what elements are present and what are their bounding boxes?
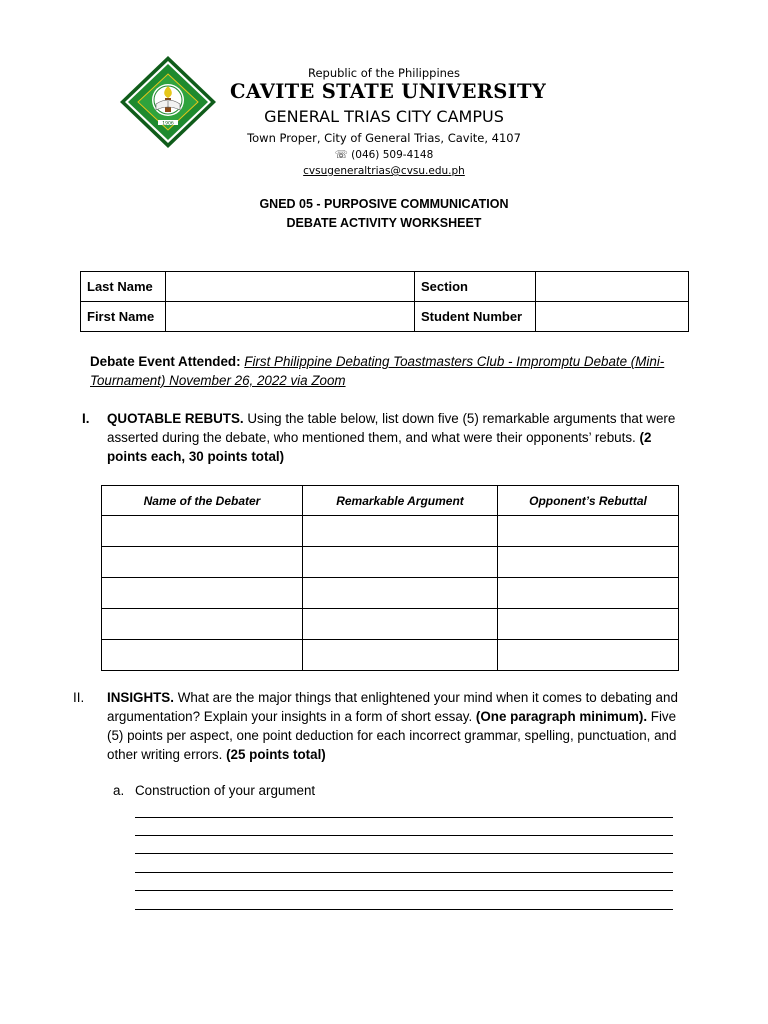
sub-item-text: Construction of your argument <box>135 783 316 798</box>
section-2-heading: INSIGHTS. <box>107 690 174 705</box>
answer-line[interactable] <box>135 817 673 818</box>
debater-cell[interactable] <box>102 640 303 671</box>
answer-line[interactable] <box>135 853 673 854</box>
header-argument: Remarkable Argument <box>303 486 498 516</box>
argument-cell[interactable] <box>303 547 498 578</box>
argument-cell[interactable] <box>303 640 498 671</box>
student-info-table <box>80 271 689 332</box>
answer-line[interactable] <box>135 835 673 836</box>
debate-event <box>90 352 690 390</box>
rebuttal-cell[interactable] <box>498 547 679 578</box>
logo-year-text: 1906 <box>162 121 174 127</box>
rebuttal-cell[interactable] <box>498 578 679 609</box>
phone-icon: ☏ <box>334 149 348 161</box>
rebuttal-cell[interactable] <box>498 516 679 547</box>
first-name-label: First Name <box>81 302 166 332</box>
worksheet-title: DEBATE ACTIVITY WORKSHEET <box>286 216 482 230</box>
answer-line[interactable] <box>135 890 673 891</box>
answer-line[interactable] <box>135 909 673 910</box>
info-row-2 <box>81 302 689 332</box>
section-field[interactable] <box>536 272 689 302</box>
section-2-body-2: Five (5) points per aspect, one point deduction for each incorrect grammar, spelling, punctuation, and other writing errors. <box>107 709 677 762</box>
answer-line[interactable] <box>135 872 673 873</box>
section-2-text <box>107 688 687 764</box>
rebuttal-cell[interactable] <box>498 609 679 640</box>
student-number-field[interactable] <box>536 302 689 332</box>
section-1-points: (2 points each, 30 points total) <box>107 430 652 464</box>
debater-cell[interactable] <box>102 609 303 640</box>
debate-event-value: First Philippine Debating Toastmasters Club - Impromptu Debate (Mini-Tournament) November 26, 2022 via Zoom <box>90 354 665 388</box>
phone-number: (046) 509-4148 <box>351 149 434 161</box>
section-2-bold-1: (One paragraph minimum). <box>475 709 648 724</box>
campus-name: GENERAL TRIAS CITY CAMPUS <box>264 107 504 126</box>
rebuts-table <box>101 485 679 671</box>
debater-cell[interactable] <box>102 578 303 609</box>
last-name-label: Last Name <box>81 272 166 302</box>
rebuttal-cell[interactable] <box>498 640 679 671</box>
argument-cell[interactable] <box>303 609 498 640</box>
section-1-text <box>107 409 687 466</box>
table-row <box>102 609 679 640</box>
campus-address: Town Proper, City of General Trias, Cavite, 4107 <box>247 131 521 145</box>
debater-cell[interactable] <box>102 547 303 578</box>
table-row <box>102 547 679 578</box>
header-debater: Name of the Debater <box>102 486 303 516</box>
last-name-field[interactable] <box>166 272 415 302</box>
argument-cell[interactable] <box>303 516 498 547</box>
header-rebuttal: Opponent’s Rebuttal <box>498 486 679 516</box>
section-1-heading: QUOTABLE REBUTS. <box>107 411 244 426</box>
university-seal-logo <box>118 54 218 150</box>
first-name-field[interactable] <box>166 302 415 332</box>
phone-line <box>314 149 454 161</box>
debate-event-label: Debate Event Attended: <box>90 354 241 369</box>
sub-item-letter: a. <box>113 783 125 798</box>
table-row <box>102 578 679 609</box>
info-row-1 <box>81 272 689 302</box>
republic-line: Republic of the Philippines <box>307 66 461 80</box>
rebuts-header-row <box>102 486 679 516</box>
course-title: GNED 05 - PURPOSIVE COMMUNICATION <box>259 197 509 211</box>
table-row <box>102 516 679 547</box>
section-1-numeral: I. <box>82 411 90 426</box>
student-number-label: Student Number <box>415 302 536 332</box>
section-label: Section <box>415 272 536 302</box>
section-2-body-1: What are the major things that enlightened your mind when it comes to debating and argumentation? Explain your insights in a form of short essay. <box>107 690 678 724</box>
section-2-bold-2: (25 points total) <box>226 747 326 762</box>
section-1-body: Using the table below, list down five (5) remarkable arguments that were asserted during the debate, who mentioned them, and what were their opponents’ rebuts. <box>107 411 676 445</box>
table-row <box>102 640 679 671</box>
section-2-numeral: II. <box>73 690 85 705</box>
email-link[interactable]: cvsugeneraltrias@cvsu.edu.ph <box>303 165 465 177</box>
university-name: CAVITE STATE UNIVERSITY <box>230 80 547 103</box>
argument-cell[interactable] <box>303 578 498 609</box>
debater-cell[interactable] <box>102 516 303 547</box>
